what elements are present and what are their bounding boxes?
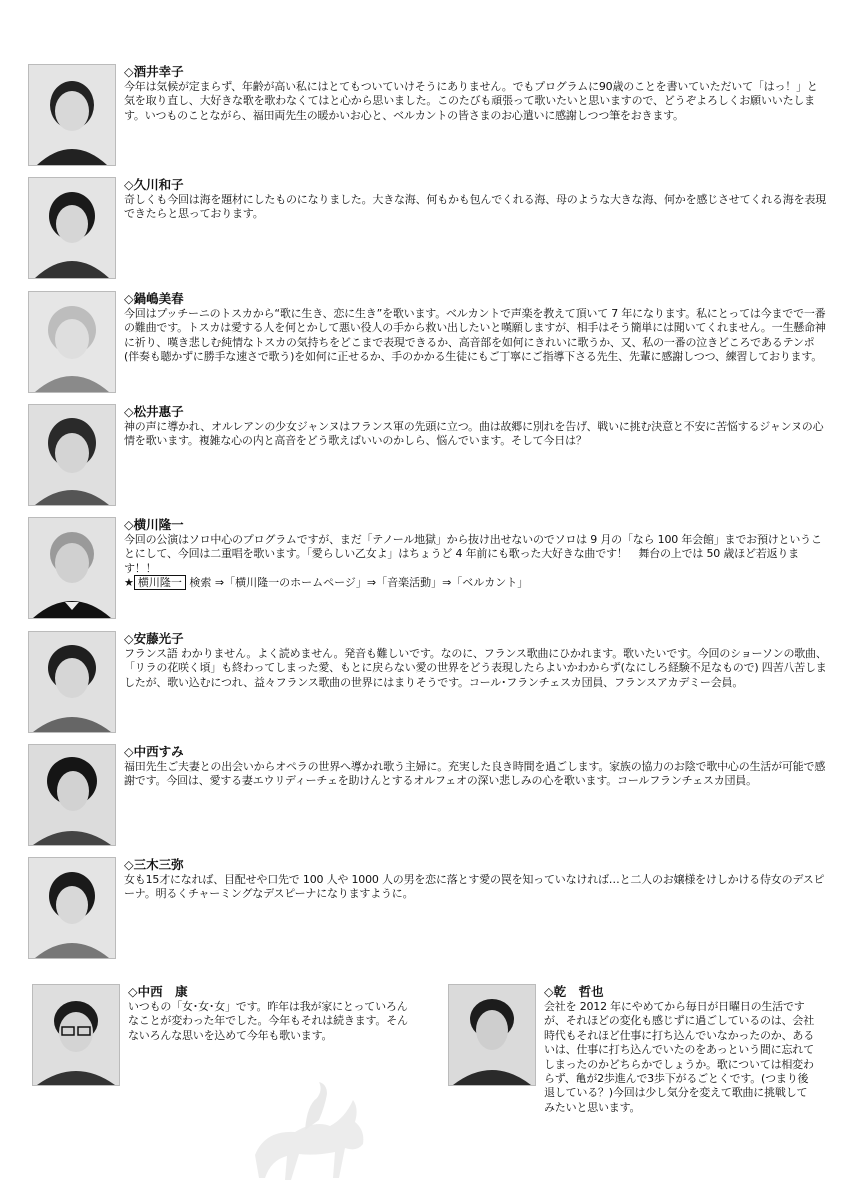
search-hint — [124, 576, 828, 590]
entry-body: 今回の公演はソロ中心のプログラムですが、まだ「テノール地獄」から抜け出せないのでソロは 9 月の「なら 100 年会館」までお預けということにして、今回は二重唱を歌います。「愛らしい乙女よ」はちょうど 4 年前にも歌った大好きな曲です！ 舞台の上では 50 歳ほど若返ります！！ — [124, 533, 822, 575]
search-path: 検索 ⇒「横川隆一のホームページ」⇒「音楽活動」⇒「ベルカント」 — [185, 576, 529, 590]
entry-name: ◇酒井幸子 — [124, 64, 184, 79]
entry-body: 奇しくも今回は海を題材にしたものになりました。大きな海、何もかも包んでくれる海、母のような大きな海、何かを感じさせてくれる海を表現できたらと思っております。 — [124, 193, 826, 221]
portrait-photo — [28, 744, 116, 846]
portrait-photo — [28, 517, 116, 619]
entry-body: 会社を 2012 年にやめてから毎日が日曜日の生活ですが、それほどの変化も感じずに過ごしているのは、会社時代もそれほど仕事に打ち込んでいなかったのか、あるいは、仕事に打ち込んでいたのをあっという間に忘れてしまったのかどちらかでしょうか。歌については相変わらず、亀が2歩進んで3歩下がるごとくです。(つまり後退している？)今回は少し気分を変えて歌曲に挑戦してみたいと思います。 — [544, 1000, 814, 1114]
portrait-photo — [32, 984, 120, 1086]
entry-name: ◇中西 康 — [128, 984, 188, 999]
portrait-photo — [28, 857, 116, 959]
entry-body: いつもの「女･女･女」です。昨年は我が家にとっていろんなことが変わった年でした。今年もそれは続きます。そんないろんな思いを込めて今年も歌います。 — [128, 1000, 408, 1042]
portrait-photo — [28, 177, 116, 279]
entry-name: ◇横川隆一 — [124, 517, 184, 532]
entry-name: ◇安藤光子 — [124, 631, 184, 646]
entry-body: 今年は気候が定まらず、年齢が高い私にはとてもついていけそうにありません。でもプログラムに90歳のことを書いていただいて「はっ！」と気を取り直し、大好きな歌を歌わなくてはと心から思いました。このたびも頑張って歌いたいと思いますので、どうぞよろしくお願いいたします。いつものことながら、福田両先生の暖かいお心と、ベルカントの皆さまのお心遣いに感謝しつつ筆をおきます。 — [124, 80, 818, 122]
entry-body: 神の声に導かれ、オルレアンの少女ジャンヌはフランス軍の先頭に立つ。曲は故郷に別れを告げ、戦いに挑む決意と不安に苦悩するジャンヌの心情を歌います。複雑な心の内と高音をどう歌えばいいのかしら、悩んでいます。そして今日は？ — [124, 420, 824, 448]
search-keyword-box: 横川隆一 — [134, 575, 186, 590]
entry-name: ◇中西すみ — [124, 744, 184, 759]
portrait-photo — [28, 64, 116, 166]
entry-body: フランス語 わかりません。よく読めません。発音も難しいです。なのに、フランス歌曲にひかれます。歌いたいです。今回のショーソンの歌曲、「リラの花咲く頃」も終わってしまった愛、もとに戻らない愛の世界をどう表現したらよいかわからず(なにしろ経験不足なもので) 四苦八苦しましたが、歌い込むにつれ、益々フランス歌曲の世界にはまりそうです。コール･フランチェスカ団員、フランスアカデミー会員。 — [124, 647, 827, 689]
entry-name: ◇三木三弥 — [124, 857, 184, 872]
entry-body: 女も15才になれば、目配せや口先で 100 人や 1000 人の男を恋に落とす愛の罠を知っていなければ…と二人のお嬢様をけしかける侍女のデスピーナ。明るくチャーミングなデスピーナになりますように。 — [124, 873, 825, 901]
entry-name: ◇久川和子 — [124, 177, 184, 192]
horse-rider-watermark-icon — [235, 1060, 385, 1190]
entry-name: ◇乾 哲也 — [544, 984, 604, 999]
entry-body: 福田先生ご夫妻との出会いからオペラの世界へ導かれ歌う主婦に。充実した良き時間を過ごします。家族の協力のお陰で歌中心の生活が可能で感謝です。今回は、愛する妻エウリディーチェを助けんとするオルフェオの深い悲しみの心を歌います。コールフランチェスカ団員。 — [124, 760, 826, 788]
entry-name: ◇松井惠子 — [124, 404, 184, 419]
portrait-photo — [28, 631, 116, 733]
portrait-photo — [28, 404, 116, 506]
star-icon: ★ — [124, 576, 134, 590]
portrait-photo — [28, 291, 116, 393]
entry-body: 今回はプッチーニのトスカから“歌に生き、恋に生き”を歌います。ベルカントで声楽を教えて頂いて 7 年になります。私にとっては今までで一番の難曲です。トスカは愛する人を何とかして悪い役人の手から救い出したいと嘆願しますが、相手はそう簡単には聞いてくれません。一生懸命神に祈り、嘆き悲しむ純情なトスカの気持ちをどこまで表現できるか、高音部を如何にきれいに歌うか、又、私の一番の泣きどころであるテンポ(伴奏も聴かずに勝手な速さで歌う)を如何に正せるか、手のかかる生徒にもご丁寧にご指導下さる先生、先輩に感謝しつつ、練習しております。 — [124, 307, 826, 364]
entry-name: ◇鍋嶋美春 — [124, 291, 184, 306]
portrait-photo — [448, 984, 536, 1086]
